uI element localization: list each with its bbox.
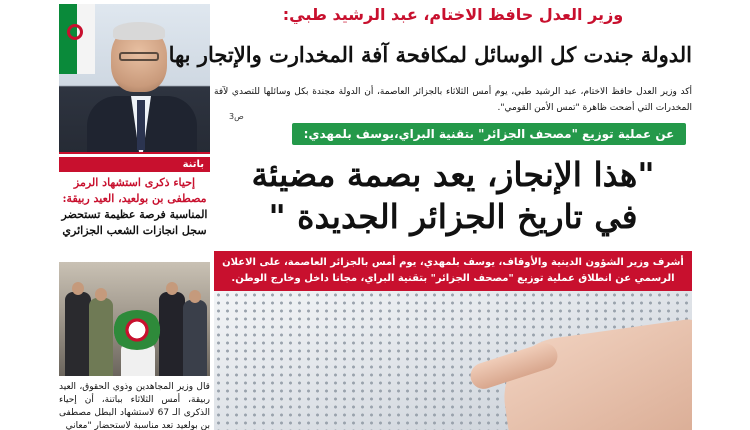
main-headline: الدولة جندت كل الوسائل لمكافحة آفة المخدارت والإتجار بها [168, 42, 692, 67]
sidebar-headline-kicker: إحياء ذكرى استشهاد الرمز مصطفى بن بولعيد، العيد ربيقة: [62, 176, 207, 205]
sidebar-section-tag: باتنة [59, 157, 210, 172]
quote-line-1: "هذا الإنجاز، يعد بصمة مضيئة [251, 155, 655, 194]
sidebar-headline [59, 175, 210, 239]
sidebar-article-body: قال وزير المجاهدين وذوي الحقوق، العيد ربيقة، أمس الثلاثاء بباتنة، أن إحياء الذكرى الـ 67 لاستشهاد البطل مصطفى بن بولعيد تعد مناسبة لاستحضار "معاني [59, 382, 210, 430]
green-banner: عن عملية توزيع "مصحف الجزائر" بتقنية البراي،يوسف بلمهدي: [292, 123, 686, 145]
lead-paragraph: أكد وزير العدل حافظ الاختام، عبد الرشيد طبي، يوم أمس الثلاثاء بالجزائر العاصمة، أن الدولة مجندة بكل وسائلها للتصدي لآفة المخدرات التي أضحت ظاهرة "تمس الأمن القومي". [214, 87, 692, 113]
minister-photo [59, 4, 210, 154]
quote-line-2: في تاريخ الجزائر الجديدة " [268, 197, 638, 236]
sidebar-headline-main: المناسبة فرصة عظيمة تستحضر سجل انجازات الشعب الجزائري [61, 208, 208, 237]
braille-photo [214, 291, 692, 430]
page-reference: ص3 [229, 112, 244, 121]
ceremony-photo [59, 262, 210, 376]
red-caption-box: أشرف وزير الشؤون الدينية والأوقاف، يوسف بلمهدي، يوم أمس بالجزائر العاصمة، على الاعلان الرسمي عن انطلاق عملية توزيع "مصحف الجزائر" بتقنية البراي، مجانا داخل وخارج الوطن. [214, 251, 692, 291]
quote-headline [214, 154, 692, 238]
headline-kicker: وزير العدل حافظ الاختام، عبد الرشيد طبي: [282, 5, 624, 24]
